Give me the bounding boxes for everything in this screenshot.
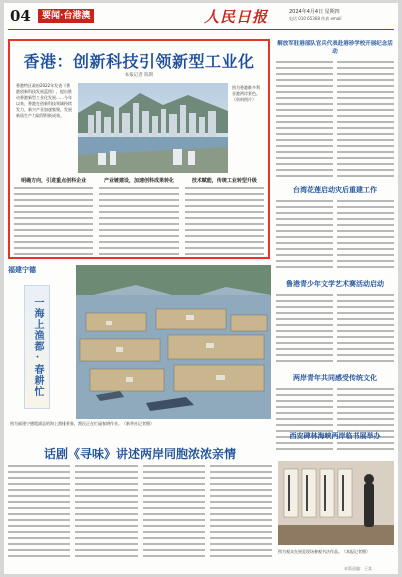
header-rule xyxy=(8,29,394,30)
calligraphy-exhibit-photo xyxy=(278,461,394,545)
vertical-feature-title: 一海上渔都·春耕忙 xyxy=(24,285,50,409)
exhibit-photo-caption: 图为观众在展览现场参观书法作品。（本报记者摄） xyxy=(278,549,370,554)
right-column xyxy=(276,33,394,453)
body-text xyxy=(185,187,264,257)
section-label: 要闻·台港澳 xyxy=(38,9,94,23)
issue-date: 2024年4月4日 星期四 xyxy=(289,9,340,15)
lead-column xyxy=(99,177,178,259)
body-text xyxy=(14,187,93,257)
lead-subhead: 技术赋能，传统工业转型升级 xyxy=(191,178,257,184)
right-article[interactable] xyxy=(276,39,394,179)
right-headline: 西安碑林海峡两岸临书展举办 xyxy=(289,431,381,440)
newspaper-logo: 人民日报 xyxy=(204,8,269,26)
hong-kong-harbour-photo xyxy=(78,83,228,173)
calligraphy-headline-block xyxy=(276,431,394,441)
fishing-rafts-photo xyxy=(76,265,271,419)
lead-subhead: 明确方向，引进重点创科企业 xyxy=(21,178,87,184)
lead-column xyxy=(185,177,264,259)
page-footer: 本版责编：王某 xyxy=(344,566,372,571)
right-article[interactable] xyxy=(276,373,394,453)
region-label: 福建宁德 xyxy=(8,265,36,274)
right-article[interactable] xyxy=(276,279,394,367)
contact-info: 电话 010 65368 传真 email xyxy=(289,16,342,21)
lead-intro: 香港特区政府2022年发表《香港创新科技发展蓝图》，提出推动香港新型工业化发展……今年以来，香港在创新科技领域持续发力，新兴产业加速集聚，发展新质生产力取得积极成效。 xyxy=(16,83,72,118)
right-headline: 解放军驻港部队官兵代表赴港珍学校开展纪念活动 xyxy=(277,41,393,55)
page-number: 04 xyxy=(10,7,31,25)
lead-column xyxy=(14,177,93,259)
bottom-headline: 话剧《寻味》讲述两岸同胞浓浓亲情 xyxy=(43,447,236,461)
lead-article[interactable] xyxy=(8,39,270,259)
masthead xyxy=(4,3,398,29)
lead-photo-caption: 图为香港维多利亚港两岸景色。（资料图片） xyxy=(232,85,260,102)
lead-subhead: 产业链建设，加速创科成果转化 xyxy=(103,178,174,184)
right-article[interactable] xyxy=(276,185,394,273)
fishing-photo-caption: 图为福建宁德霞浦县的海上渔排景象，渔民正在忙碌春耕作业。（新华社记者摄） xyxy=(10,421,154,426)
right-headline: 鲁港青少年文学艺术赛活动启动 xyxy=(286,279,384,288)
feature-label-column xyxy=(8,265,74,421)
body-text xyxy=(99,187,178,257)
lead-headline: 香港：创新科技引领新型工业化 xyxy=(23,52,255,71)
newspaper-page xyxy=(4,3,398,574)
lead-body-columns xyxy=(14,177,264,259)
lead-byline: 本报记者 陈斯 xyxy=(124,73,154,78)
bottom-article-columns[interactable] xyxy=(8,465,272,569)
right-headline: 台湾花莲启动灾后重建工作 xyxy=(293,185,377,194)
right-headline: 两岸青年共同感受传统文化 xyxy=(293,373,377,382)
